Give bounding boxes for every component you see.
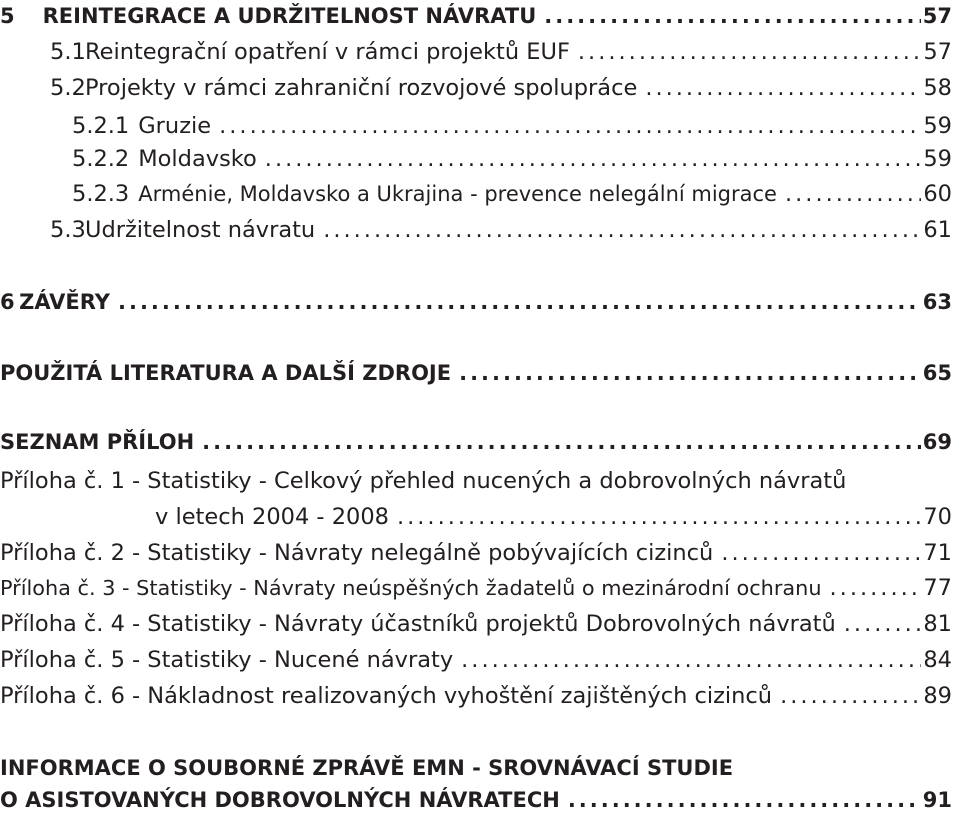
toc-entry-page: 81 — [923, 611, 952, 637]
toc-entry-5-3[interactable] — [0, 216, 952, 244]
toc-entry-page: 58 — [923, 75, 952, 101]
toc-entry-page: 84 — [923, 647, 952, 673]
toc-entry-number: 6 — [0, 290, 15, 314]
toc-leader-dots — [578, 38, 921, 66]
toc-leader-dots — [544, 2, 921, 30]
toc-entry-6[interactable] — [0, 288, 952, 316]
toc-entry-title: Projekty v rámci zahraniční rozvojové spolupráce — [85, 75, 638, 101]
toc-entry-page: 65 — [922, 361, 952, 385]
toc-entry-title: Příloha č. 5 - Statistiky - Nucené návraty — [0, 647, 454, 673]
toc-entry-page: 89 — [923, 683, 952, 709]
toc-entry-page: 61 — [923, 217, 952, 243]
toc-entry-page: 70 — [923, 504, 952, 530]
toc-leader-dots — [323, 216, 921, 244]
toc-entry-number: 5.3 — [50, 217, 86, 243]
toc-entry-title: O ASISTOVANÝCH DOBROVOLNÝCH NÁVRATECH — [0, 788, 560, 812]
toc-leader-dots — [785, 180, 921, 208]
toc-leader-dots — [461, 646, 921, 674]
toc-entry-title: INFORMACE O SOUBORNÉ ZPRÁVĚ EMN - SROVNÁVACÍ STUDIE — [0, 756, 734, 780]
toc-entry-number: 5.2.1 — [72, 113, 130, 139]
toc-entry-5-2-2[interactable] — [0, 145, 952, 173]
toc-leader-dots — [265, 145, 922, 173]
toc-entry-informace[interactable] — [0, 754, 952, 782]
toc-entry-number: 5 — [0, 4, 15, 28]
toc-entry-page: 63 — [922, 290, 952, 314]
toc-entry-title: Reintegrační opatření v rámci projektů EUF — [85, 39, 570, 65]
toc-entry-5-2[interactable] — [0, 74, 952, 102]
toc-entry-title: Gruzie — [138, 113, 212, 139]
toc-entry-number: 5.2.2 — [72, 146, 130, 172]
toc-entry-title: Arménie, Moldavsko a Ukrajina - prevence nelegální migrace — [138, 182, 777, 206]
toc-entry-page: 57 — [922, 4, 952, 28]
toc-entry-priloha-2[interactable] — [0, 539, 952, 567]
toc-entry-priloha-1[interactable] — [0, 467, 952, 495]
toc-entry-page: 69 — [922, 430, 952, 454]
toc-entry-priloha-3[interactable] — [0, 574, 952, 602]
toc-entry-page: 71 — [923, 540, 952, 566]
toc-entry-page: 57 — [923, 39, 952, 65]
toc-entry-priloha-5[interactable] — [0, 646, 952, 674]
toc-entry-priloha-6[interactable] — [0, 682, 952, 710]
toc-entry-title: Příloha č. 6 - Nákladnost realizovaných vyhoštění zajištěných cizinců — [0, 683, 773, 709]
toc-leader-dots — [721, 539, 921, 567]
toc-entry-number: 5.1 — [50, 39, 86, 65]
toc-entry-number: 5.2 — [50, 75, 86, 101]
toc-leader-dots — [645, 74, 921, 102]
toc-entry-5-2-1[interactable] — [0, 112, 952, 140]
toc-entry-5-1[interactable] — [0, 38, 952, 66]
toc-entry-page: 91 — [922, 788, 952, 812]
toc-leader-dots — [780, 682, 921, 710]
toc-entry-title: SEZNAM PŘÍLOH — [0, 430, 195, 454]
toc-entry-seznam-priloh[interactable] — [0, 428, 952, 456]
toc-entry-title: Udržitelnost návratu — [85, 217, 316, 243]
toc-entry-title: Příloha č. 3 - Statistiky - Návraty neúspěšných žadatelů o mezinárodní ochranu — [0, 576, 822, 600]
toc-entry-page: 60 — [923, 181, 952, 207]
toc-entry-page: 77 — [923, 575, 952, 601]
toc-leader-dots — [830, 574, 922, 602]
toc-entry-informace-cont[interactable] — [0, 786, 952, 814]
toc-entry-title: v letech 2004 - 2008 — [155, 504, 389, 530]
toc-entry-title: Příloha č. 2 - Statistiky - Návraty nelegálně pobývajících cizinců — [0, 540, 714, 566]
toc-entry-title: REINTEGRACE A UDRŽITELNOST NÁVRATU — [42, 4, 537, 28]
toc-entry-page: 59 — [923, 146, 952, 172]
toc-leader-dots — [459, 359, 921, 387]
toc-entry-literatura[interactable] — [0, 359, 952, 387]
toc-leader-dots — [568, 786, 921, 814]
toc-leader-dots — [844, 610, 922, 638]
toc-entry-title: Příloha č. 4 - Statistiky - Návraty účastníků projektů Dobrovolných návratů — [0, 611, 836, 637]
toc-leader-dots — [118, 288, 921, 316]
toc-entry-title: Moldavsko — [138, 146, 257, 172]
toc-entry-priloha-4[interactable] — [0, 610, 952, 638]
toc-entry-5-2-3[interactable] — [0, 180, 952, 208]
toc-entry-title: Příloha č. 1 - Statistiky - Celkový přehled nucených a dobrovolných návratů — [0, 468, 847, 494]
toc-entry-title: POUŽITÁ LITERATURA A DALŠÍ ZDROJE — [0, 361, 452, 385]
toc-leader-dots — [397, 503, 921, 531]
toc-leader-dots — [202, 428, 921, 456]
toc-entry-number: 5.2.3 — [72, 181, 130, 207]
toc-leader-dots — [219, 112, 921, 140]
toc-entry-5[interactable] — [0, 2, 952, 30]
toc-entry-title: ZÁVĚRY — [19, 290, 110, 314]
toc-entry-page: 59 — [923, 113, 952, 139]
toc-entry-priloha-1-cont[interactable] — [155, 503, 952, 531]
